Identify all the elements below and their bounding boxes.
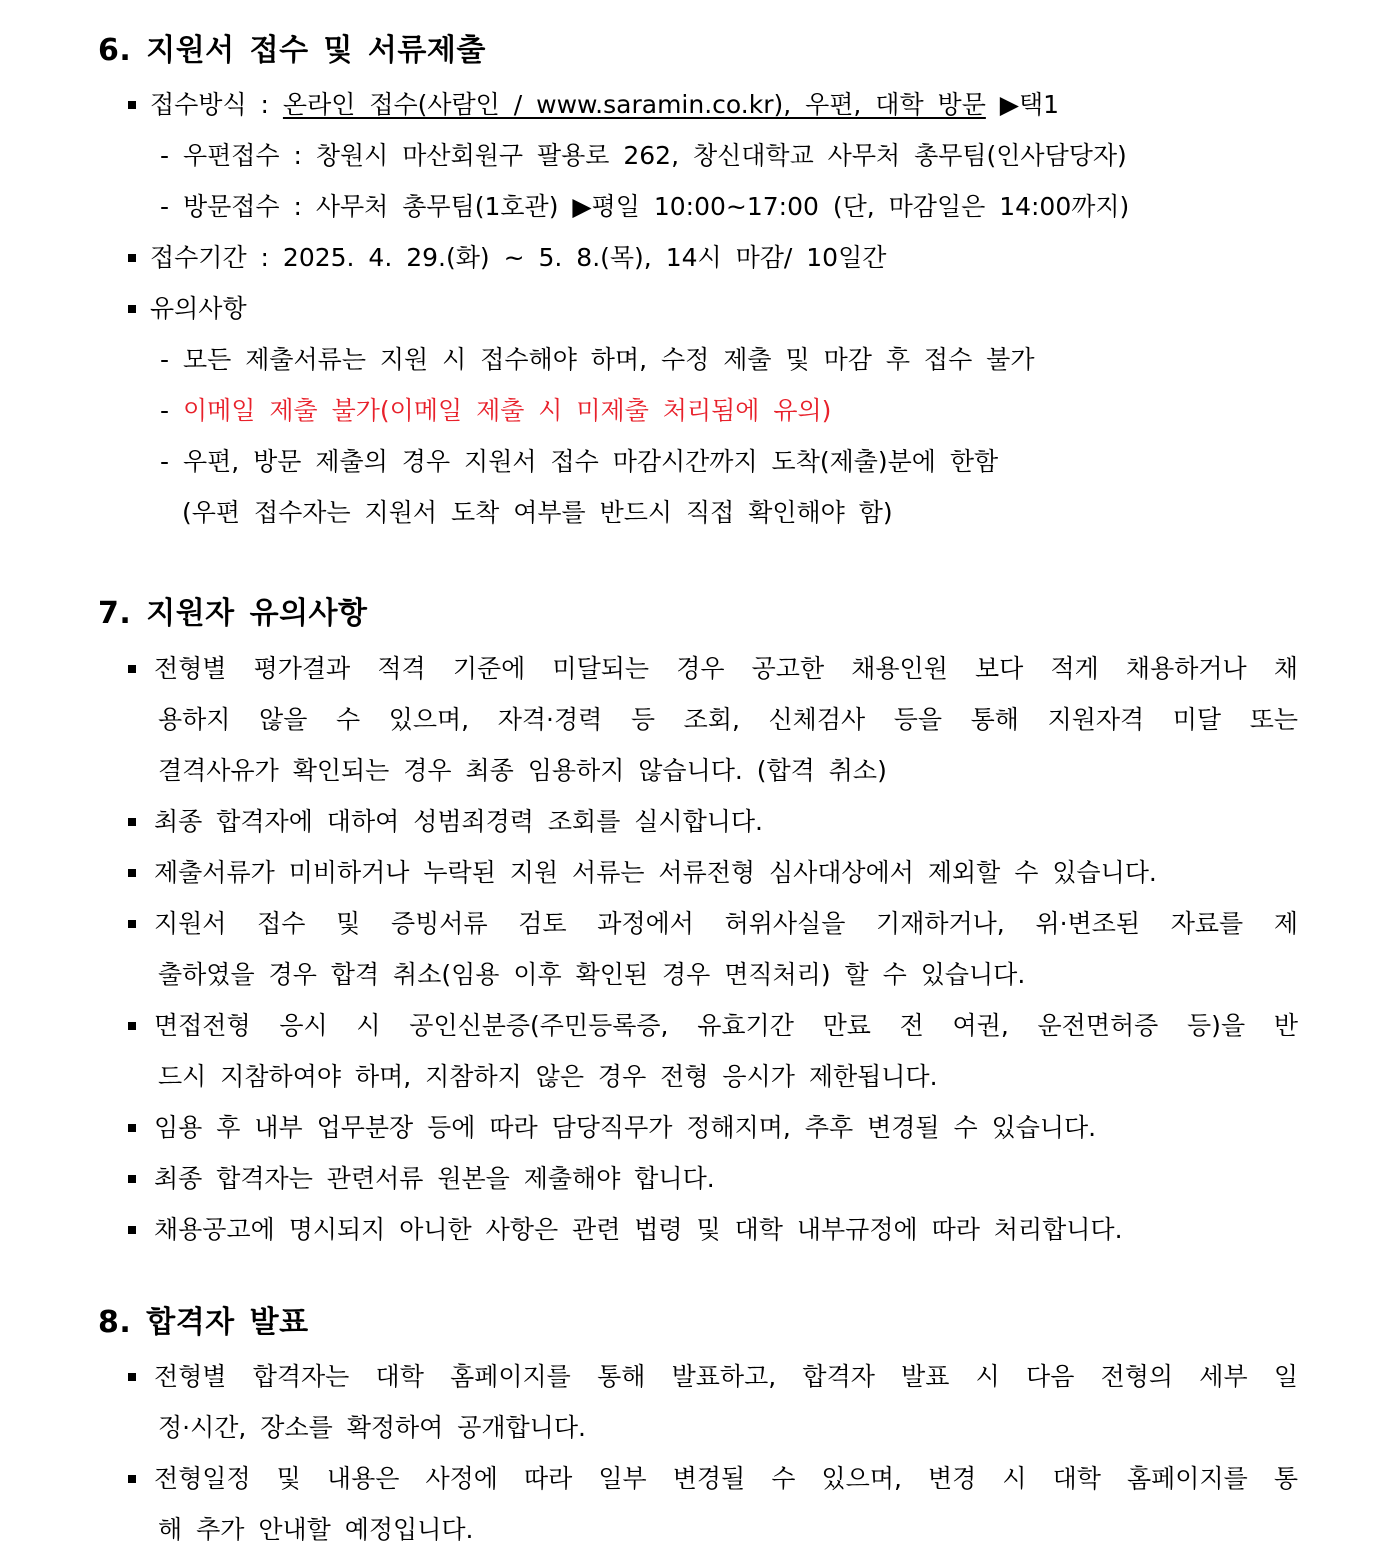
note-1: - 모든 제출서류는 지원 시 접수해야 하며, 수정 제출 및 마감 후 접수 불가 xyxy=(160,345,1035,374)
bullet-icon xyxy=(128,101,136,109)
bullet-icon xyxy=(128,869,136,877)
note-3-continued: (우편 접수자는 지원서 도착 여부를 반드시 직접 확인해야 함) xyxy=(182,498,893,527)
list-item-method xyxy=(0,88,1300,122)
note-2 xyxy=(160,394,831,428)
item-7-5-line-2: 드시 지참하여야 하며, 지참하지 않은 경우 전형 응시가 제한됩니다. xyxy=(158,1062,938,1091)
notes-title: 유의사항 xyxy=(150,294,247,323)
list-item-7-7 xyxy=(0,1162,1300,1196)
item-7-4-line-1: 지원서 접수 및 증빙서류 검토 과정에서 허위사실을 기재하거나, 위·변조된 자료를 제 xyxy=(154,909,1298,938)
note-2-text: 이메일 제출 불가(이메일 제출 시 미제출 처리됨에 유의) xyxy=(182,396,832,425)
item-7-2-text: 최종 합격자에 대하여 성범죄경력 조회를 실시합니다. xyxy=(154,807,763,836)
method-label: 접수방식 : xyxy=(150,90,283,119)
bullet-icon xyxy=(128,1373,136,1381)
item-8-1-line-1: 전형별 합격자는 대학 홈페이지를 통해 발표하고, 합격자 발표 시 다음 전형의 세부 일 xyxy=(154,1362,1298,1391)
list-item-7-6 xyxy=(0,1111,1300,1145)
item-7-1-line-2: 용하지 않을 수 있으며, 자격·경력 등 조회, 신체검사 등을 통해 지원자격 미달 또는 xyxy=(158,705,1298,734)
bullet-icon xyxy=(128,1175,136,1183)
bullet-icon xyxy=(128,818,136,826)
list-item-7-1 xyxy=(0,652,1300,686)
bullet-icon xyxy=(128,1022,136,1030)
item-7-8-text: 채용공고에 명시되지 아니한 사항은 관련 법령 및 대학 내부규정에 따라 처리합니다. xyxy=(154,1215,1123,1244)
bullet-icon xyxy=(128,254,136,262)
bullet-icon xyxy=(128,665,136,673)
list-item-7-2 xyxy=(0,805,1300,839)
visit-submission: - 방문접수 : 사무처 총무팀(1호관) ▶평일 10:00~17:00 (단, 마감일은 14:00까지) xyxy=(160,192,1130,221)
list-item-8-1 xyxy=(0,1360,1300,1394)
list-item-7-4 xyxy=(0,907,1300,941)
post-submission: - 우편접수 : 창원시 마산회원구 팔용로 262, 창신대학교 사무처 총무팀(인사담당자) xyxy=(160,141,1127,170)
list-item-7-5 xyxy=(0,1009,1300,1043)
list-item-period xyxy=(0,241,1300,275)
bullet-icon xyxy=(128,1226,136,1234)
list-item-7-8 xyxy=(0,1213,1300,1247)
item-8-1-line-2: 정·시간, 장소를 확정하여 공개합니다. xyxy=(158,1413,586,1442)
bullet-icon xyxy=(128,920,136,928)
section-7-title: 7. 지원자 유의사항 xyxy=(98,596,368,631)
item-7-5-line-1: 면접전형 응시 시 공인신분증(주민등록증, 유효기간 만료 전 여권, 운전면허증 등)을 반 xyxy=(154,1011,1298,1040)
note-3: - 우편, 방문 제출의 경우 지원서 접수 마감시간까지 도착(제출)분에 한함 xyxy=(160,447,999,476)
item-7-1-line-3: 결격사유가 확인되는 경우 최종 임용하지 않습니다. (합격 취소) xyxy=(158,756,887,785)
item-7-7-text: 최종 합격자는 관련서류 원본을 제출해야 합니다. xyxy=(154,1164,715,1193)
item-8-2-line-2: 해 추가 안내할 예정입니다. xyxy=(158,1515,474,1544)
bullet-icon xyxy=(128,1124,136,1132)
note-2-dash: - xyxy=(160,396,183,425)
item-7-3-text: 제출서류가 미비하거나 누락된 지원 서류는 서류전형 심사대상에서 제외할 수 있습니다. xyxy=(154,858,1157,887)
item-7-1-line-1: 전형별 평가결과 적격 기준에 미달되는 경우 공고한 채용인원 보다 적게 채용하거나 채 xyxy=(154,654,1298,683)
section-6-title: 6. 지원서 접수 및 서류제출 xyxy=(98,33,486,68)
list-item-8-2 xyxy=(0,1462,1300,1496)
bullet-icon xyxy=(128,1475,136,1483)
bullet-icon xyxy=(128,305,136,313)
method-choice: ▶택1 xyxy=(985,90,1060,119)
item-8-2-line-1: 전형일정 및 내용은 사정에 따라 일부 변경될 수 있으며, 변경 시 대학 홈페이지를 통 xyxy=(154,1464,1298,1493)
period-text: 접수기간 : 2025. 4. 29.(화) ~ 5. 8.(목), 14시 마감/ 10일간 xyxy=(150,243,887,272)
list-item-7-3 xyxy=(0,856,1300,890)
method-options: 온라인 접수(사람인 / www.saramin.co.kr), 우편, 대학 방문 xyxy=(282,90,986,119)
item-7-6-text: 임용 후 내부 업무분장 등에 따라 담당직무가 정해지며, 추후 변경될 수 있습니다. xyxy=(154,1113,1097,1142)
list-item-notes xyxy=(0,292,1300,326)
item-7-4-line-2: 출하였을 경우 합격 취소(임용 이후 확인된 경우 면직처리) 할 수 있습니다. xyxy=(158,960,1026,989)
section-8-title: 8. 합격자 발표 xyxy=(98,1305,309,1340)
